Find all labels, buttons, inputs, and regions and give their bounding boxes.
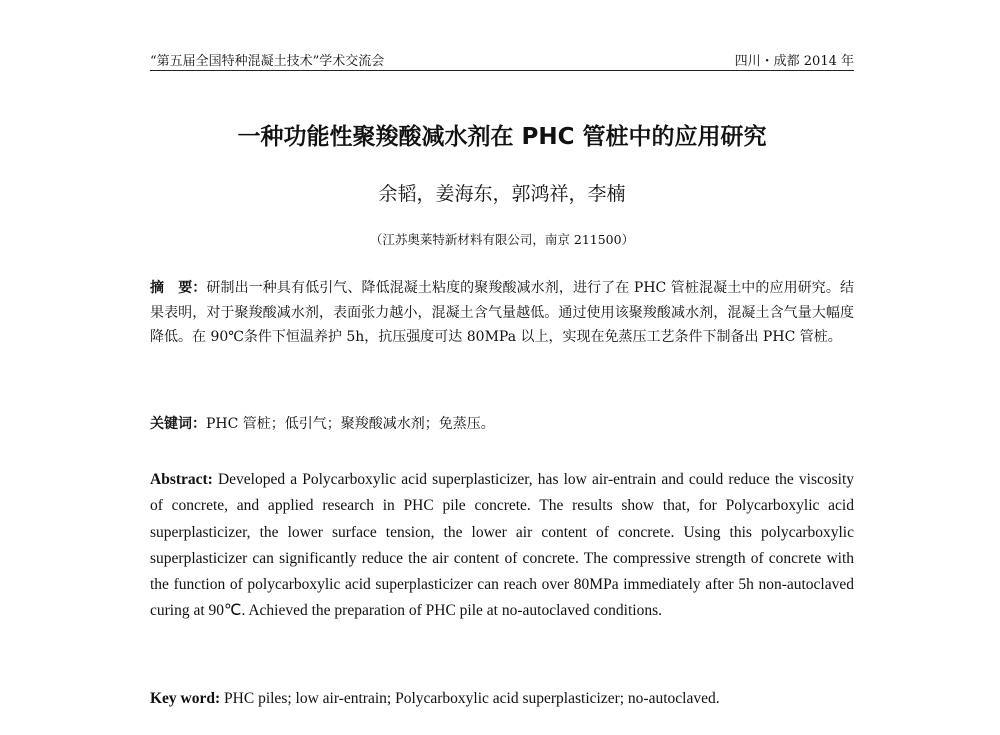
- keywords-zh-label: 关键词：: [150, 416, 206, 432]
- abstract-zh: [150, 276, 854, 350]
- running-header: [150, 46, 854, 71]
- keywords-en-label: Key word:: [150, 690, 221, 707]
- abstract-en-label: Abstract:: [150, 471, 213, 488]
- abstract-zh-label: 摘 要：: [150, 280, 207, 296]
- author-list: 余韬，姜海东，郭鸿祥，李楠: [378, 183, 626, 205]
- affiliation: （江苏奥莱特新材料有限公司，南京 211500）: [369, 232, 635, 247]
- abstract-en: [150, 467, 854, 625]
- keywords-en: [150, 686, 854, 712]
- header-location-year: 四川・成都 2014 年: [734, 54, 854, 69]
- header-conference: “第五届全国特种混凝土技术”学术交流会: [150, 54, 385, 69]
- keywords-zh-text: PHC 管桩；低引气；聚羧酸减水剂；免蒸压。: [206, 416, 495, 432]
- abstract-zh-text: 研制出一种具有低引气、降低混凝土粘度的聚羧酸减水剂，进行了在 PHC 管桩混凝土中的应用研究。结果表明，对于聚羧酸减水剂，表面张力越小，混凝土含气量越低。通过使用该聚羧酸减水剂，混凝土含气量大幅度降低。在 90℃条件下恒温养护 5h，抗压强度可达 80MPa 以上，实现在免蒸压工艺条件下制备出 PHC 管桩。: [150, 280, 854, 345]
- abstract-en-text: Developed a Polycarboxylic acid superplasticizer, has low air-entrain and could reduce the viscosity of concrete, and applied research in PHC pile concrete. The results show that, for Polycarboxylic acid superplasticizer, the lower surface tension, the lower air content of concrete. Using this polycarboxylic superplasticizer can significantly reduce the air content of concrete. The compressive strength of concrete with the function of polycarboxylic acid superplasticizer can reach over 80MPa immediately after 5h non-autoclaved curing at 90℃. Achieved the preparation of PHC pile at no-autoclaved conditions.: [150, 471, 855, 620]
- paper-title: 一种功能性聚羧酸减水剂在 PHC 管桩中的应用研究: [237, 124, 767, 150]
- keywords-zh: [150, 412, 854, 436]
- keywords-en-text: PHC piles; low air-entrain; Polycarboxylic acid superplasticizer; no-autoclaved.: [224, 690, 720, 707]
